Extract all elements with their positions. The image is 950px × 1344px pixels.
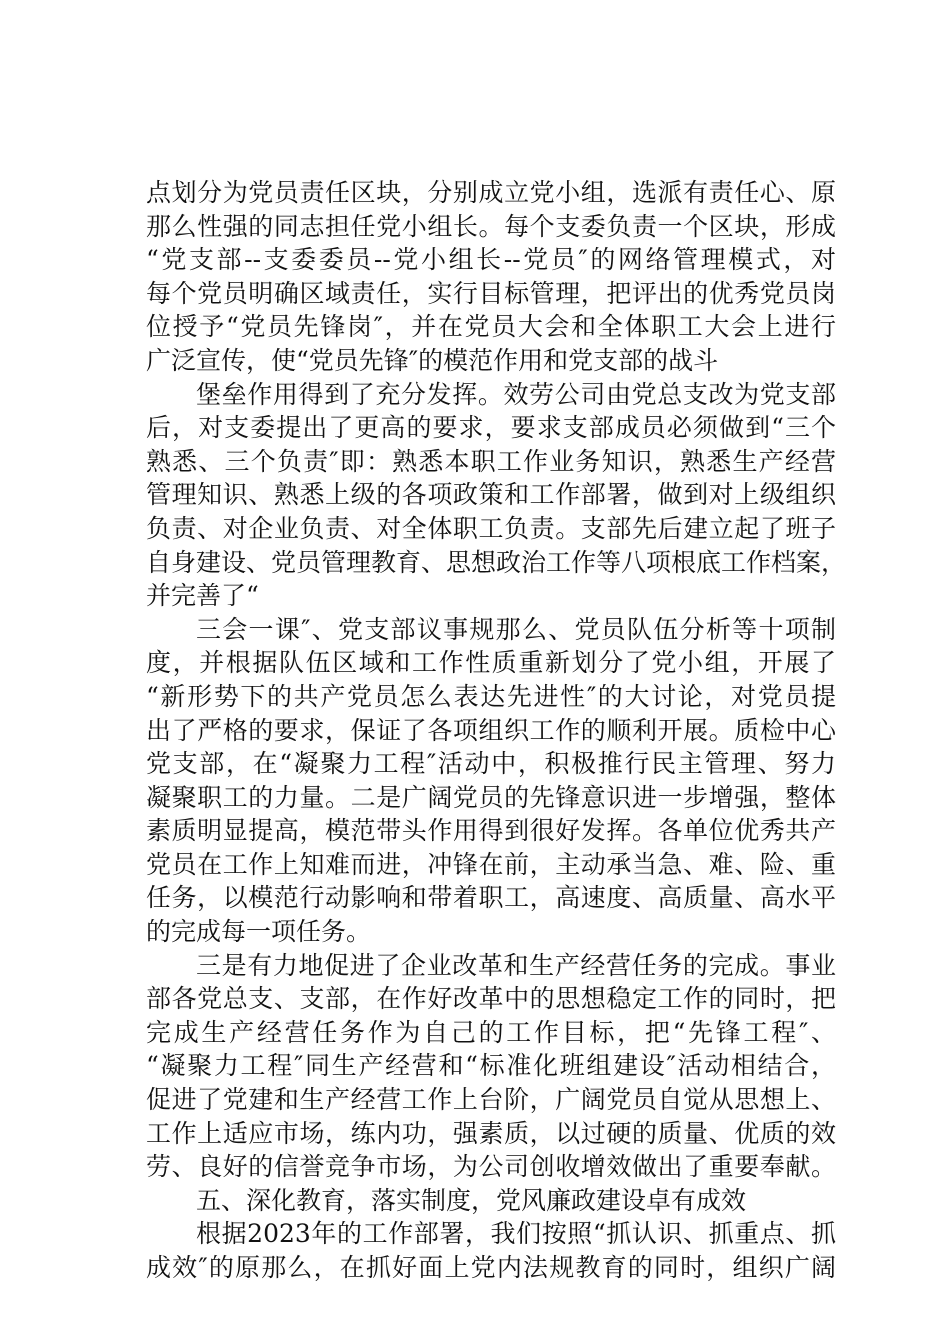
text-line: 成效″的原那么，在抓好面上党内法规教育的同时，组织广阔: [146, 1253, 836, 1282]
text-line: 工作上适应市场，练内功，强素质，以过硬的质量、优质的效: [146, 1118, 836, 1148]
text-line: “新形势下的共产党员怎么表达先进性″的大讨论，对党员提: [146, 681, 836, 711]
text-line: 三会一课″、党支部议事规那么、党员队伍分析等十项制: [196, 614, 836, 644]
text-line: 党员在工作上知难而进，冲锋在前，主动承当急、难、险、重: [146, 849, 836, 879]
text-line: 广泛宣传，使“党员先锋″的模范作用和党支部的战斗: [146, 345, 719, 375]
text-line: “凝聚力工程″同生产经营和“标准化班组建设″活动相结合，: [146, 1051, 836, 1081]
text-line: 促进了党建和生产经营工作上台阶，广阔党员自觉从思想上、: [146, 1085, 836, 1115]
text-line: 度，并根据队伍区域和工作性质重新划分了党小组，开展了: [146, 648, 836, 678]
text-line: 那么性强的同志担任党小组长。每个支委负责一个区块，形成: [146, 211, 836, 241]
text-line: 任务，以模范行动影响和带着职工，高速度、高质量、高水平: [146, 883, 836, 913]
text-line: 完成生产经营任务作为自己的工作目标，把“先锋工程″、: [146, 1017, 836, 1047]
text-line: 根据2023年的工作部署，我们按照“抓认识、抓重点、抓: [196, 1219, 836, 1249]
text-line: 素质明显提高，模范带头作用得到很好发挥。各单位优秀共产: [146, 816, 836, 846]
text-line: 点划分为党员责任区块，分别成立党小组，选派有责任心、原: [146, 178, 836, 207]
text-line: 自身建设、党员管理教育、思想政治工作等八项根底工作档案，: [146, 547, 847, 577]
text-line: 管理知识、熟悉上级的各项政策和工作部署，做到对上级组织: [146, 480, 836, 510]
text-line: 负责、对企业负责、对全体职工负责。支部先后建立起了班子: [146, 513, 836, 543]
body-text: [146, 176, 847, 1285]
text-line: 三是有力地促进了企业改革和生产经营任务的完成。事业: [196, 950, 836, 980]
text-line: 五、深化教育，落实制度，党风廉政建设卓有成效: [196, 1185, 747, 1215]
text-line: 党支部，在“凝聚力工程″活动中，积极推行民主管理、努力: [146, 749, 836, 779]
text-line: 并完善了“: [146, 581, 259, 611]
text-line: 的完成每一项任务。: [146, 917, 372, 947]
text-line: 位授予“党员先锋岗″，并在党员大会和全体职工大会上进行: [146, 312, 836, 342]
text-line: “党支部--支委委员--党小组长--党员″的网络管理模式，对: [146, 245, 836, 275]
text-line: 出了严格的要求，保证了各项组织工作的顺利开展。质检中心: [146, 715, 836, 745]
text-line: 每个党员明确区域责任，实行目标管理，把评出的优秀党员岗: [146, 278, 836, 308]
text-line: 劳、良好的信誉竞争市场，为公司创收增效做出了重要奉献。: [146, 1152, 836, 1182]
text-line: 凝聚职工的力量。二是广阔党员的先锋意识进一步增强，整体: [146, 782, 836, 812]
text-line: 熟悉、三个负责″即：熟悉本职工作业务知识，熟悉生产经营: [146, 446, 836, 476]
text-line: 堡垒作用得到了充分发挥。效劳公司由党总支改为党支部: [196, 379, 836, 409]
text-line: 部各党总支、支部，在作好改革中的思想稳定工作的同时，把: [146, 984, 836, 1014]
text-line: 后，对支委提出了更高的要求，要求支部成员必须做到“三个: [146, 413, 836, 443]
